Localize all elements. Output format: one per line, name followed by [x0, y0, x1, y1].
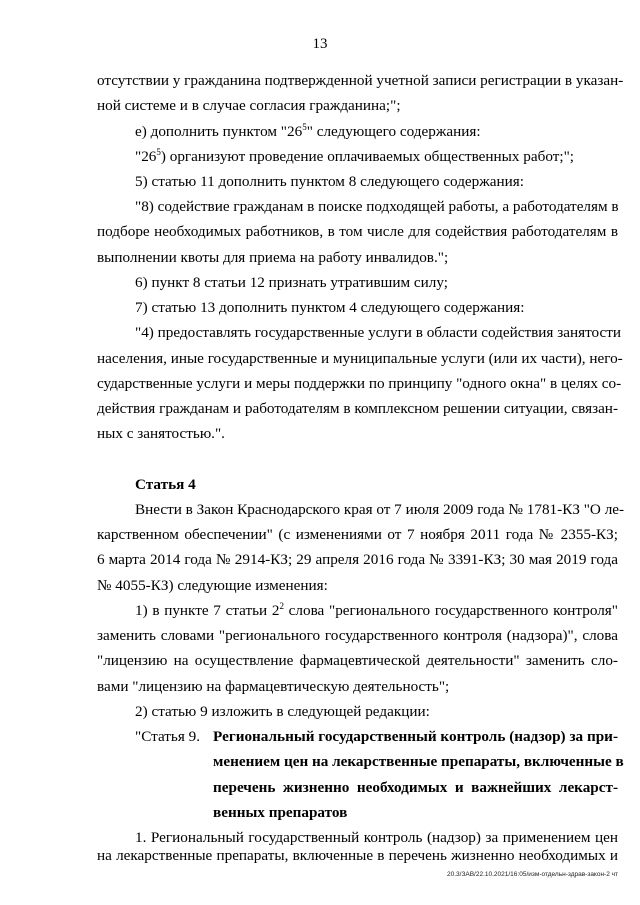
text-line: ной системе и в случае согласия гражданина;";	[97, 97, 401, 115]
text-line: действия гражданам и работодателям в комплексном решении ситуации, связан-	[97, 400, 618, 417]
article-title-line: венных препаратов	[213, 803, 348, 821]
text-line: "4) предоставлять государственные услуги в области содействия занятости	[135, 324, 621, 342]
text-line: 2) статью 9 изложить в следующей редакции:	[135, 702, 430, 720]
text-line: 1. Региональный государственный контроль (надзор) за применением цен	[135, 829, 618, 846]
text-line: заменить словами "регионального государственного контроля (надзора)", слова	[97, 627, 618, 645]
text-line: № 4055-КЗ) следующие изменения:	[97, 576, 328, 594]
article-label: "Статья 9.	[135, 728, 201, 746]
text-line: 7) статью 13 дополнить пунктом 4 следующего содержания:	[135, 299, 525, 317]
text-line: "8) содействие гражданам в поиске подходящей работы, а работодателям в	[135, 198, 619, 216]
text-line: на лекарственные препараты, включенные в перечень жизненно необходимых и	[97, 847, 618, 864]
article-title-line: менением цен на лекарственные препараты, включенные в	[213, 753, 624, 771]
text-line: отсутствии у гражданина подтвержденной учетной записи регистрации в указан-	[97, 72, 624, 89]
text-line: карственном обеспечении" (с изменениями от 7 ноября 2011 года № 2355-КЗ;	[97, 526, 618, 544]
text-line: населения, иные государственные и муниципальные услуги (или их части), него-	[97, 349, 623, 367]
text-line: "лицензию на осуществление фармацевтической деятельности" заменить сло-	[97, 652, 618, 670]
article-title-line: перечень жизненно необходимых и важнейших лекарст-	[213, 778, 618, 796]
text-line: ных с занятостью.".	[97, 425, 225, 443]
footer-code: 20.3/ЗАВ/22.10.2021/16:05/изм-отдельн-здрав-закон-2 чт	[446, 871, 618, 878]
text-line: 6) пункт 8 статьи 12 признать утратившим силу;	[135, 273, 448, 291]
text-line: "$26^5$) организуют проведение оплачиваемых общественных работ;";	[135, 146, 574, 165]
text-line: 6 марта 2014 года № 2914-КЗ; 29 апреля 2016 года № 3391-КЗ; 30 мая 2019 года	[97, 551, 618, 569]
article-title-line: Региональный государственный контроль (надзор) за при-	[213, 728, 618, 746]
article-heading: Статья 4	[135, 475, 196, 493]
text-line: 1) в пункте 7 статьи $2^2$ слова "регионального государственного контроля"	[135, 600, 618, 619]
text-line: сударственные услуги и меры поддержки по принципу "одного окна" в целях со-	[97, 374, 622, 392]
page-number: 13	[312, 36, 328, 52]
text-line: е) дополнить пунктом "$26^5$" следующего содержания:	[135, 121, 481, 140]
text-line: 5) статью 11 дополнить пунктом 8 следующего содержания:	[135, 172, 524, 190]
text-line: выполнении квоты для приема на работу инвалидов.";	[97, 248, 449, 266]
text-line: вами "лицензию на фармацевтическую деятельность";	[97, 677, 450, 695]
text-line: подборе необходимых работников, в том числе для содействия работодателям в	[97, 223, 618, 241]
text-line: Внести в Закон Краснодарского края от 7 июля 2009 года № 1781-КЗ "О ле-	[135, 501, 625, 518]
